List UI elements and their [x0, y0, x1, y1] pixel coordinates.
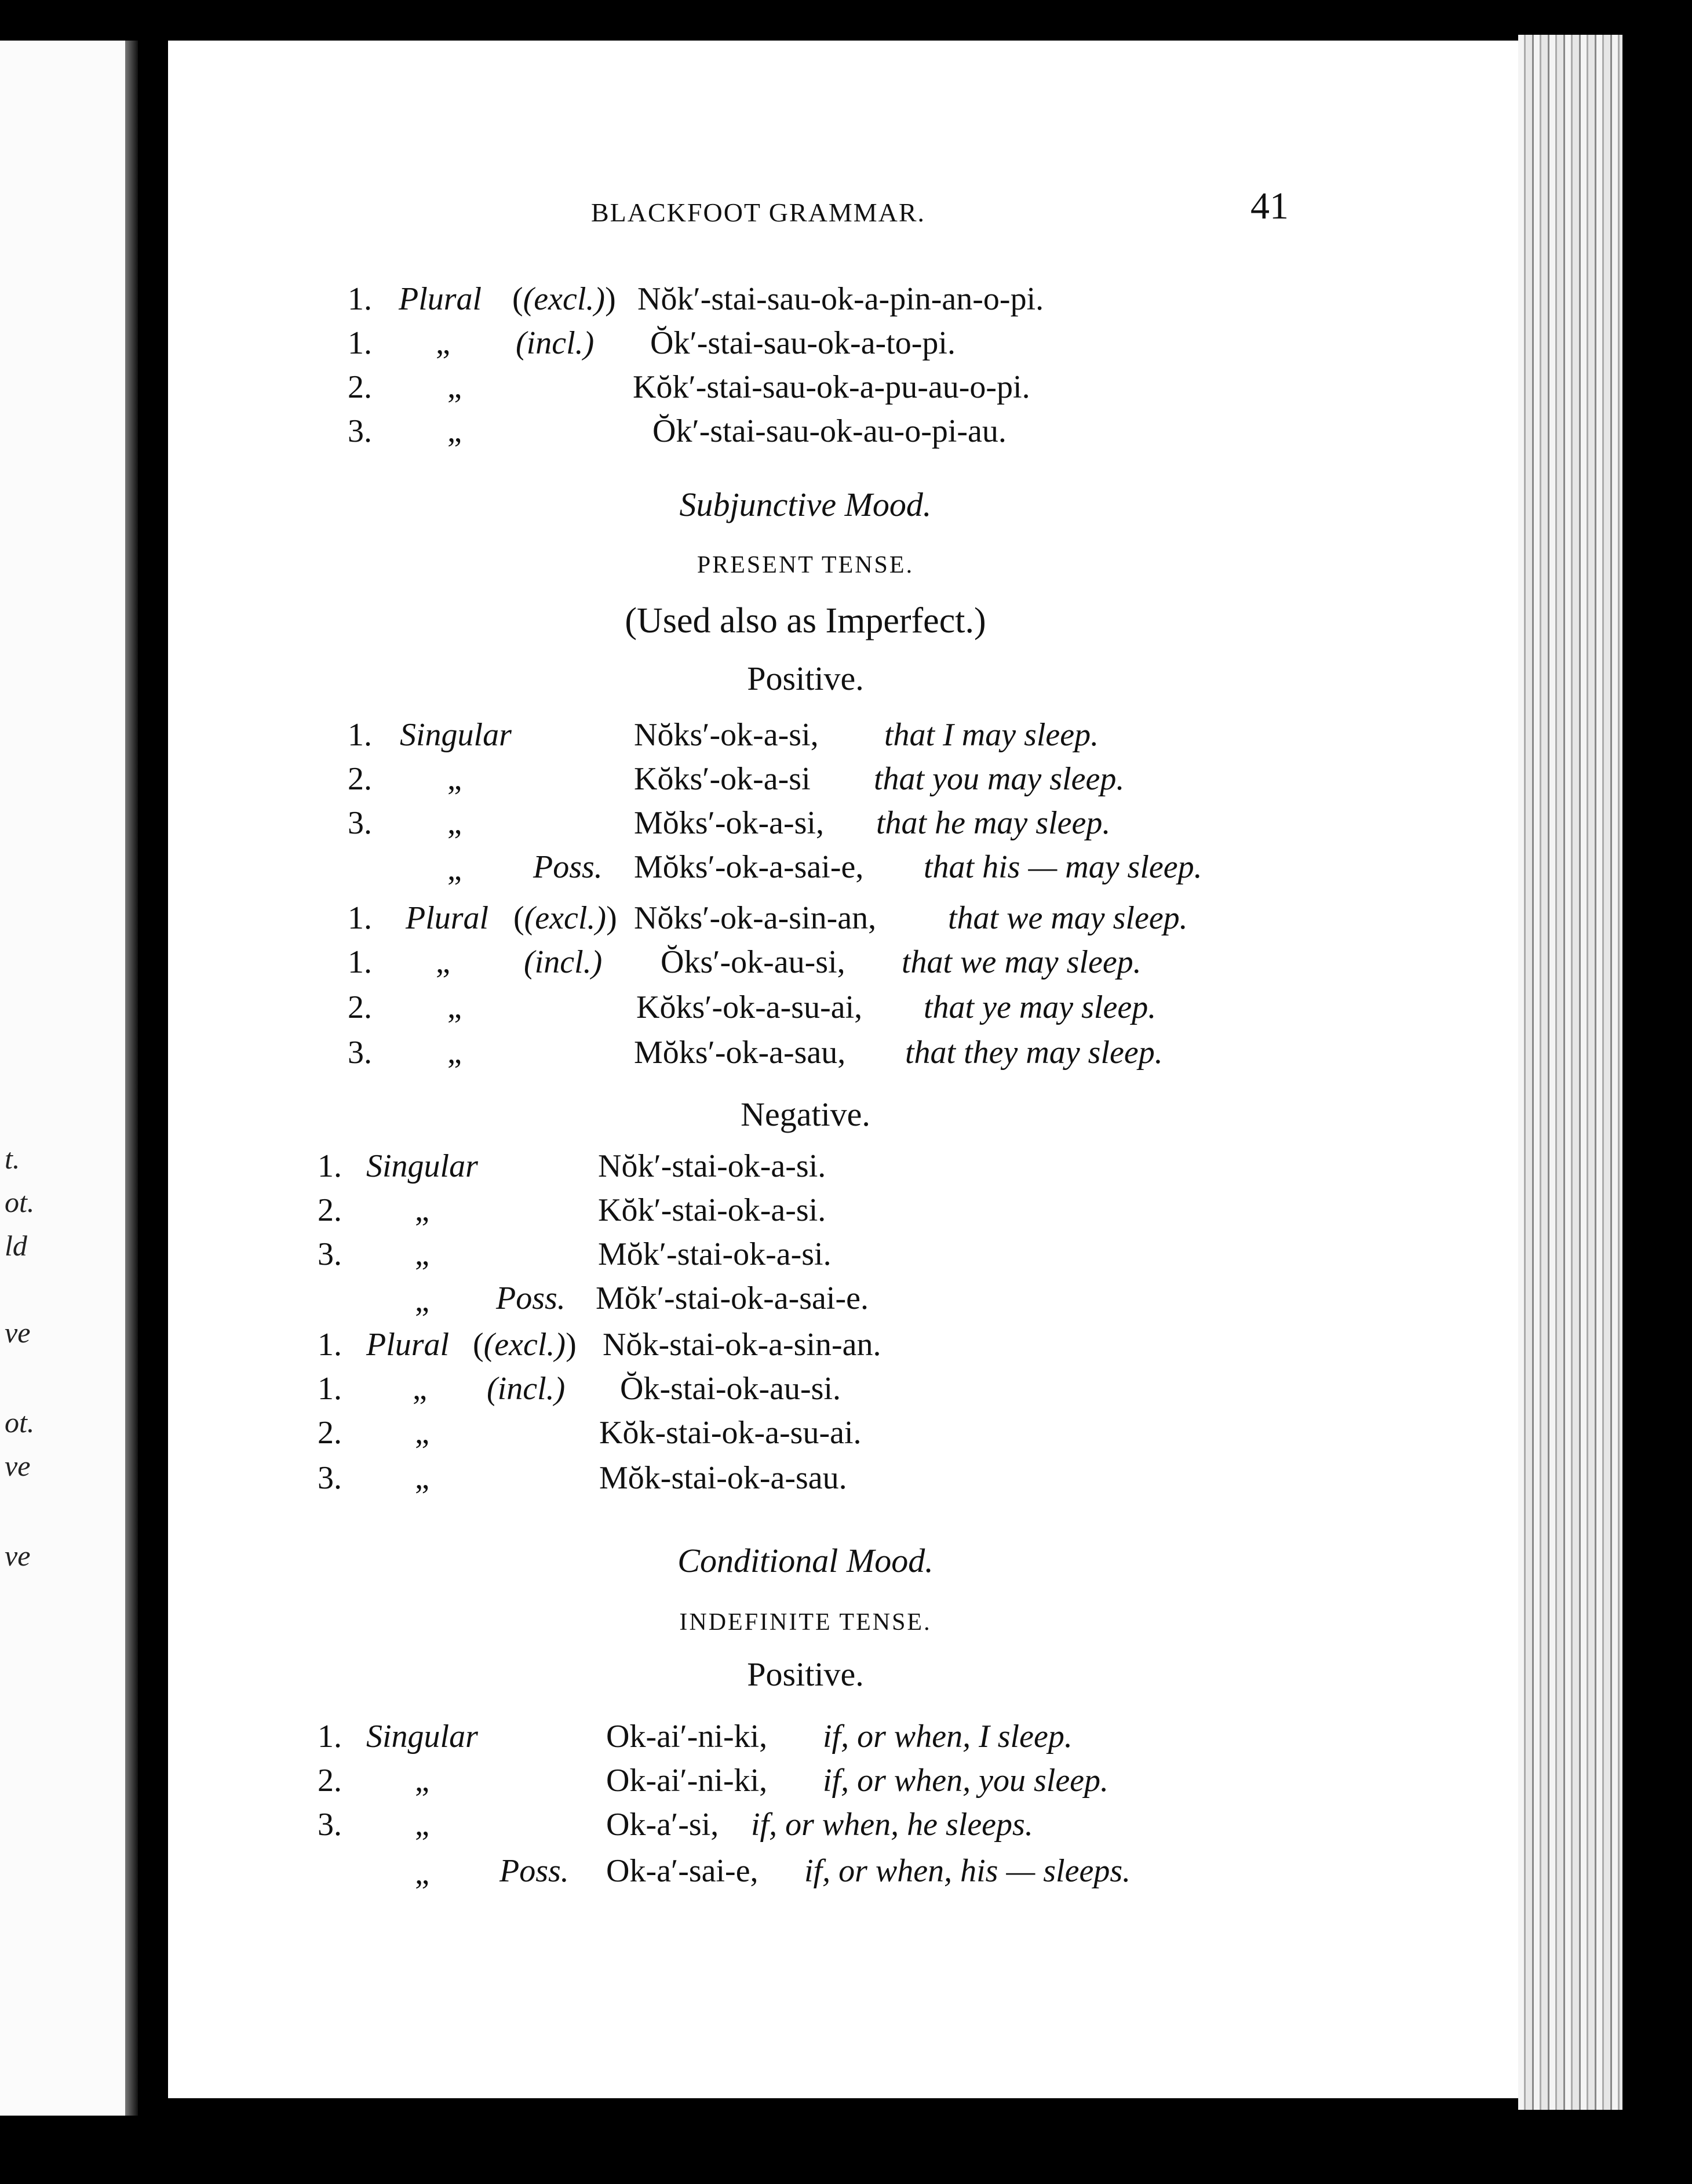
ditto-mark: „	[436, 944, 450, 980]
running-title: BLACKFOOT GRAMMAR.	[591, 198, 926, 227]
left-page-fragment: ve	[5, 1316, 31, 1349]
left-page-edge	[0, 41, 138, 2116]
ditto-mark: „	[415, 1855, 429, 1891]
gloss: if, or when, he sleeps.	[751, 1807, 1033, 1843]
left-page-fragment: t.	[5, 1142, 20, 1175]
person-number: 3.	[318, 1236, 342, 1272]
verb-form: Ŏk-stai-ok-au-si.	[620, 1371, 841, 1407]
verb-form: Mŏks′-ok-a-si,	[634, 805, 824, 841]
verb-form: Mŏks′-ok-a-sai-e,	[634, 849, 864, 885]
gloss: that his — may sleep.	[924, 849, 1202, 885]
ditto-mark: „	[447, 1035, 462, 1071]
number-label: Plural	[399, 281, 482, 317]
verb-form: Ok-ai′-ni-ki,	[606, 1763, 768, 1799]
ditto-mark: „	[415, 1415, 429, 1451]
gloss: that we may sleep.	[902, 944, 1142, 980]
person-number: 1.	[348, 281, 372, 317]
gloss: that you may sleep.	[874, 761, 1125, 797]
person-number: 2.	[348, 369, 372, 405]
verb-form: Kŏks′-ok-a-su-ai,	[636, 989, 863, 1025]
number-label: Singular	[400, 717, 512, 753]
verb-form: Kŏk′-stai-ok-a-si.	[598, 1192, 826, 1228]
tense-heading: PRESENT TENSE.	[697, 552, 914, 578]
verb-form: Nŏks′-ok-a-sin-an,	[634, 900, 877, 936]
possessive-label: Poss.	[496, 1280, 566, 1316]
possessive-label: Poss.	[533, 849, 603, 885]
ditto-mark: „	[447, 761, 462, 797]
page-edge-stack	[1518, 35, 1622, 2110]
person-number: 1.	[348, 900, 372, 936]
left-page-fragment: ot.	[5, 1186, 35, 1218]
gloss: that we may sleep.	[948, 900, 1188, 936]
gloss: that he may sleep.	[876, 805, 1111, 841]
left-page-fragment: ot.	[5, 1406, 35, 1439]
tense-heading: INDEFINITE TENSE.	[679, 1609, 932, 1636]
ditto-mark: „	[415, 1283, 429, 1319]
person-number: 2.	[318, 1763, 342, 1799]
ditto-mark: „	[436, 325, 450, 361]
number-label: Singular	[366, 1719, 478, 1755]
qualifier: (incl.)	[516, 325, 595, 361]
gloss: that ye may sleep.	[924, 989, 1157, 1025]
ditto-mark: „	[447, 851, 462, 887]
ditto-mark: „	[415, 1192, 429, 1228]
person-number: 1.	[348, 717, 372, 753]
verb-form: Ok-a′-sai-e,	[606, 1853, 759, 1889]
qualifier: ((excl.))	[512, 281, 616, 317]
gloss: that I may sleep.	[884, 717, 1099, 753]
number-label: Singular	[366, 1148, 478, 1184]
verb-form: Nŏk-stai-ok-a-sin-an.	[603, 1327, 881, 1363]
qualifier: ((excl.))	[513, 900, 617, 936]
person-number: 3.	[318, 1460, 342, 1496]
person-number: 2.	[318, 1415, 342, 1451]
verb-form: Kŏks′-ok-a-si	[634, 761, 811, 797]
ditto-mark: „	[447, 989, 462, 1025]
verb-form: Ok-a′-si,	[606, 1807, 719, 1843]
verb-form: Mŏk′-stai-ok-a-sai-e.	[596, 1280, 869, 1316]
person-number: 1.	[318, 1148, 342, 1184]
person-number: 3.	[348, 805, 372, 841]
person-number: 1.	[348, 325, 372, 361]
person-number: 3.	[348, 1035, 372, 1071]
verb-form: Mŏk-stai-ok-a-sau.	[599, 1460, 847, 1496]
number-label: Plural	[366, 1327, 450, 1363]
gloss: if, or when, his — sleeps.	[804, 1853, 1131, 1889]
ditto-mark: „	[413, 1371, 427, 1407]
person-number: 1.	[348, 944, 372, 980]
verb-form: Nŏk′-stai-ok-a-si.	[598, 1148, 826, 1184]
ditto-mark: „	[447, 369, 462, 405]
person-number: 1.	[318, 1371, 342, 1407]
qualifier: (incl.)	[487, 1371, 566, 1407]
mood-heading: Subjunctive Mood.	[679, 486, 932, 523]
gloss: if, or when, I sleep.	[823, 1719, 1073, 1755]
verb-form: Nŏks′-ok-a-si,	[634, 717, 819, 753]
verb-form: Kŏk-stai-ok-a-su-ai.	[599, 1415, 862, 1451]
person-number: 3.	[318, 1807, 342, 1843]
ditto-mark: „	[415, 1460, 429, 1496]
possessive-label: Poss.	[499, 1853, 569, 1889]
verb-form: Mŏks′-ok-a-sau,	[634, 1035, 846, 1071]
gloss: that they may sleep.	[905, 1035, 1163, 1071]
qualifier: (incl.)	[524, 944, 603, 980]
ditto-mark: „	[415, 1807, 429, 1843]
ditto-mark: „	[447, 413, 462, 449]
person-number: 1.	[318, 1719, 342, 1755]
positive-heading: Positive.	[747, 660, 864, 697]
tense-note: (Used also as Imperfect.)	[625, 601, 986, 640]
person-number: 2.	[318, 1192, 342, 1228]
person-number: 3.	[348, 413, 372, 449]
left-page-fragment: ve	[5, 1450, 31, 1482]
verb-form: Ŏks′-ok-au-si,	[661, 944, 845, 980]
ditto-mark: „	[415, 1236, 429, 1272]
ditto-mark: „	[447, 805, 462, 841]
page-number: 41	[1250, 185, 1289, 227]
gloss: if, or when, you sleep.	[823, 1763, 1109, 1799]
spine-shadow	[125, 41, 138, 2116]
book-gutter	[138, 0, 168, 2184]
negative-heading: Negative.	[741, 1095, 870, 1133]
positive-heading: Positive.	[747, 1655, 864, 1693]
person-number: 2.	[348, 989, 372, 1025]
verb-form: Ok-ai′-ni-ki,	[606, 1719, 768, 1755]
mood-heading: Conditional Mood.	[677, 1542, 933, 1579]
verb-form: Kŏk′-stai-sau-ok-a-pu-au-o-pi.	[633, 369, 1030, 405]
verb-form: Mŏk′-stai-ok-a-si.	[598, 1236, 832, 1272]
left-page-fragment: ld	[5, 1229, 27, 1262]
verb-form: Ŏk′-stai-sau-ok-au-o-pi-au.	[652, 413, 1007, 449]
number-label: Plural	[406, 900, 489, 936]
verb-form: Ŏk′-stai-sau-ok-a-to-pi.	[650, 325, 956, 361]
person-number: 1.	[318, 1327, 342, 1363]
qualifier: ((excl.))	[473, 1327, 577, 1363]
ditto-mark: „	[415, 1763, 429, 1799]
left-page-fragment: ve	[5, 1539, 31, 1572]
person-number: 2.	[348, 761, 372, 797]
verb-form: Nŏk′-stai-sau-ok-a-pin-an-o-pi.	[637, 281, 1044, 317]
